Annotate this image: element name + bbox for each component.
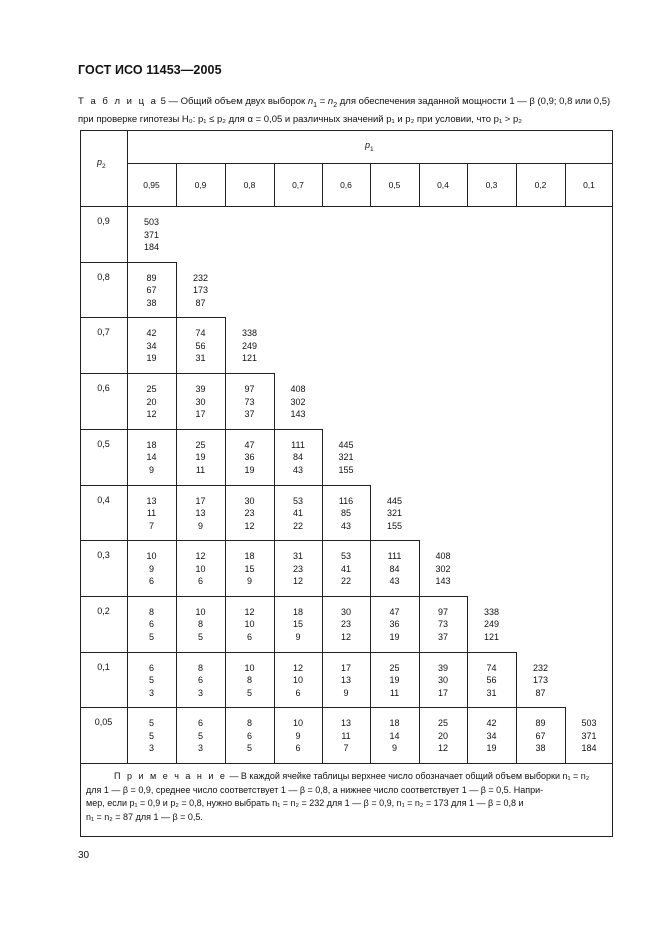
cell-value: 6: [197, 576, 203, 587]
cell-value: 31: [486, 687, 497, 698]
column-header: 0,2: [534, 180, 547, 190]
table-cell: [225, 495, 274, 533]
cell-value: 15: [292, 619, 303, 630]
note-line-2: для 1 — β = 0,9, среднее число соответствует 1 — β = 0,8, а нижнее число соответствует 1 — β = 0,5. Напри-: [86, 784, 544, 795]
cell-value: 19: [146, 353, 157, 364]
note-label: П р и м е ч а н и е: [114, 771, 227, 781]
cell-value: 97: [437, 606, 448, 617]
table-cell: [225, 327, 274, 365]
cell-value: 5: [148, 718, 154, 729]
table-cell: [127, 272, 176, 310]
table-cell: [322, 439, 370, 477]
table-cell: [322, 495, 370, 533]
header-column-divider: [516, 163, 517, 206]
cell-value: 84: [389, 563, 400, 574]
cell-value: 87: [535, 687, 546, 698]
row-label: 0,9: [97, 216, 110, 226]
cell-value: 39: [437, 662, 448, 673]
cell-value: 10: [244, 662, 255, 673]
note-line-1: — В каждой ячейке таблицы верхнее число обозначает общий объем выборки n₁ = n₂: [226, 771, 590, 781]
column-header: 0,5: [388, 180, 401, 190]
cell-value: 7: [343, 743, 349, 754]
caption-line-1: [78, 95, 618, 113]
cell-value: 10: [244, 619, 255, 630]
cell-value: 22: [292, 520, 303, 531]
cell-value: 9: [343, 687, 349, 698]
column-header: 0,7: [292, 180, 304, 190]
cell-value: 408: [290, 384, 306, 395]
row-divider-line: [80, 373, 274, 374]
table-cell: [127, 383, 176, 421]
caption-line-2: при проверке гипотезы H₀: p₁ ≤ p₂ для α = 0,05 и различных значений p₁ и p₂ при условии, что p₁ > p₂: [78, 113, 522, 125]
cell-value: 47: [389, 606, 400, 617]
cell-value: 249: [241, 340, 258, 351]
cell-value: 25: [389, 662, 400, 673]
cell-value: 89: [535, 718, 546, 729]
cell-value: 371: [581, 730, 597, 741]
cell-value: 10: [292, 675, 303, 686]
cell-value: 116: [338, 495, 354, 506]
cell-value: 74: [486, 662, 497, 673]
column-header: 0,8: [243, 180, 256, 190]
cell-value: 9: [295, 730, 301, 741]
page-number: 30: [78, 850, 90, 861]
cell-value: 111: [291, 439, 305, 450]
cell-value: 17: [195, 409, 206, 420]
caption-n2: n: [327, 96, 334, 107]
cell-value: 22: [340, 576, 351, 587]
table-cell: [274, 717, 322, 755]
table-cell: [419, 606, 467, 644]
cell-value: 12: [195, 551, 206, 562]
header-column-divider: [322, 163, 323, 206]
cell-value: 97: [244, 384, 255, 395]
table-note: [86, 770, 608, 824]
table-cell: [370, 717, 419, 755]
table-cell: [127, 327, 176, 365]
cell-value: 10: [292, 718, 303, 729]
cell-value: 5: [148, 730, 154, 741]
cell-value: 3: [197, 743, 203, 754]
cell-value: 18: [244, 551, 255, 562]
cell-value: 73: [437, 619, 448, 630]
cell-value: 10: [195, 563, 206, 574]
cell-value: 25: [146, 384, 157, 395]
table-cell: [176, 272, 225, 310]
header-column-divider: [370, 163, 371, 206]
table-cell: [419, 717, 467, 755]
cell-value: 121: [241, 353, 258, 364]
column-header: 0,4: [437, 180, 449, 190]
table-cell: [274, 383, 322, 421]
cell-value: 12: [437, 743, 448, 754]
caption-text-a: — Общий объем двух выборок: [165, 96, 308, 107]
cell-value: 19: [244, 464, 255, 475]
cell-value: 19: [486, 743, 497, 754]
cell-value: 19: [389, 631, 400, 642]
table-cell: [127, 439, 176, 477]
cell-value: 37: [244, 409, 255, 420]
cell-value: 53: [340, 551, 351, 562]
cell-value: 14: [389, 730, 400, 741]
row-label: 0,6: [97, 383, 110, 394]
table-cell: [516, 662, 565, 700]
table-cell: [176, 717, 225, 755]
cell-value: 12: [340, 631, 351, 642]
cell-value: 13: [340, 675, 351, 686]
table-cell: [322, 606, 370, 644]
header-column-divider: [176, 163, 177, 206]
cell-value: 8: [246, 718, 252, 729]
cell-value: 111: [387, 551, 402, 562]
cell-value: 17: [340, 662, 351, 673]
header-column-divider: [467, 163, 468, 206]
cell-value: 20: [146, 396, 157, 407]
table-cell: [274, 439, 322, 477]
cell-value: 85: [340, 508, 351, 518]
table-cell: [322, 662, 370, 700]
cell-value: 232: [192, 272, 209, 283]
cell-value: 184: [143, 242, 160, 252]
cell-value: 445: [338, 439, 354, 450]
row-label: 0,4: [97, 494, 110, 505]
header-bottom-line: [80, 206, 613, 207]
row-divider-line: [80, 652, 516, 653]
row-divider-line: [80, 262, 176, 263]
cell-value: 11: [389, 687, 400, 698]
cell-value: 89: [146, 272, 157, 283]
cell-value: 30: [244, 495, 255, 506]
table-cell: [225, 606, 274, 644]
row-divider-line: [80, 540, 419, 541]
row-label: 0,2: [97, 605, 110, 616]
row-divider-line: [80, 317, 225, 318]
row-label: 0,1: [97, 661, 110, 672]
table-cell: [370, 606, 419, 644]
table-cell: [127, 662, 176, 700]
cell-value: 18: [389, 718, 400, 729]
cell-value: 56: [195, 340, 206, 351]
cell-value: 5: [148, 675, 154, 686]
cell-value: 445: [386, 495, 403, 506]
row-label: 0,5: [97, 438, 110, 449]
cell-value: 6: [148, 662, 154, 673]
cell-value: 73: [244, 396, 255, 407]
cell-value: 17: [195, 495, 206, 506]
cell-value: 408: [435, 551, 451, 562]
table-cell: [176, 439, 225, 477]
cell-value: 84: [292, 452, 303, 463]
cell-value: 5: [197, 631, 203, 642]
row-label: 0,3: [97, 550, 110, 561]
cell-value: 18: [292, 606, 303, 617]
cell-value: 43: [389, 576, 400, 587]
cell-value: 36: [389, 619, 400, 630]
cell-value: 34: [486, 730, 497, 741]
cell-value: 155: [338, 464, 354, 475]
table-cell: [565, 717, 613, 755]
row-label: 0,8: [97, 271, 110, 282]
table-cell: [176, 662, 225, 700]
table-cell: [467, 606, 516, 644]
row-label: 0,05: [94, 717, 113, 728]
cell-value: 31: [292, 551, 303, 562]
row-divider-line: [80, 485, 370, 486]
table-cell: [127, 216, 176, 254]
cell-value: 19: [195, 452, 206, 463]
cell-value: 3: [148, 687, 154, 698]
row-divider-line: [80, 707, 565, 708]
cell-value: 9: [197, 520, 203, 531]
cell-value: 30: [340, 606, 351, 617]
cell-value: 13: [146, 495, 157, 506]
cell-value: 67: [535, 730, 546, 741]
cell-value: 43: [292, 464, 303, 475]
cell-value: 30: [195, 396, 206, 407]
table-cell: [176, 495, 225, 533]
cell-value: 12: [146, 409, 157, 420]
cell-value: 15: [244, 563, 255, 574]
cell-value: 5: [148, 631, 154, 642]
cell-value: 232: [532, 662, 549, 673]
caption-table-number: 5: [160, 96, 166, 107]
cell-value: 11: [195, 464, 206, 475]
cell-value: 5: [197, 730, 203, 741]
cell-value: 9: [148, 563, 154, 574]
table-cell: [176, 606, 225, 644]
table-caption: [78, 95, 618, 127]
column-header: 0,3: [485, 180, 498, 190]
cell-value: 30: [437, 675, 448, 686]
cell-value: 11: [146, 508, 157, 518]
cell-value: 23: [244, 508, 255, 518]
cell-value: 121: [483, 631, 500, 642]
cell-value: 13: [195, 508, 206, 518]
cell-value: 42: [486, 718, 497, 729]
p2-header: $p_2$: [97, 157, 106, 170]
table-cell: [516, 717, 565, 755]
column-header: 0,95: [143, 180, 160, 190]
cell-value: 10: [195, 606, 206, 617]
row-label: 0,7: [97, 327, 110, 338]
note-line-3: мер, если p₁ = 0,9 и p₂ = 0,8, нужно выбрать n₁ = n₂ = 232 для 1 — β = 0,9, n₁ = n₂ = 173 для 1 — β = 0,8 и: [86, 798, 524, 808]
table-cell: [127, 606, 176, 644]
cell-value: 249: [483, 619, 500, 630]
table-cell: [419, 550, 467, 588]
cell-value: 6: [148, 576, 154, 587]
table-cell: [322, 550, 370, 588]
cell-value: 6: [197, 718, 203, 729]
table-cell: [127, 717, 176, 755]
caption-n1: n: [307, 96, 314, 107]
cell-value: 5: [246, 687, 252, 698]
cell-value: 143: [290, 409, 306, 420]
cell-value: 38: [146, 297, 157, 308]
column-header: 0,1: [583, 180, 595, 190]
cell-value: 9: [295, 631, 301, 642]
cell-value: 25: [195, 439, 206, 450]
cell-value: 20: [437, 730, 448, 741]
cell-value: 12: [292, 662, 303, 673]
cell-value: 173: [532, 675, 549, 686]
table-cell: [274, 662, 322, 700]
caption-table-label: Т а б л и ц а: [78, 96, 158, 107]
header-column-divider: [274, 163, 275, 206]
table-cell: [467, 662, 516, 700]
cell-value: 23: [340, 619, 351, 630]
caption-eq: =: [317, 96, 328, 107]
table-cell: [176, 327, 225, 365]
cell-value: 31: [195, 353, 206, 364]
cell-value: 155: [386, 520, 403, 531]
column-header: 0,6: [340, 180, 352, 190]
cell-value: 6: [148, 619, 154, 630]
cell-value: 34: [146, 340, 157, 351]
cell-value: 8: [148, 606, 154, 617]
cell-value: 338: [241, 328, 258, 339]
cell-value: 8: [197, 662, 203, 673]
table-cell: [274, 550, 322, 588]
cell-value: 7: [148, 520, 154, 531]
cell-value: 9: [148, 464, 154, 475]
cell-value: 18: [146, 439, 157, 450]
table-cell: [370, 550, 419, 588]
body-bottom-line: [80, 763, 613, 764]
cell-value: 302: [290, 396, 306, 407]
row-divider-line: [80, 596, 467, 597]
cell-value: 43: [340, 520, 351, 531]
table-cell: [467, 717, 516, 755]
cell-value: 3: [148, 743, 154, 754]
cell-value: 42: [146, 328, 157, 339]
cell-value: 143: [435, 576, 451, 587]
header-column-divider: [419, 163, 420, 206]
table-cell: [274, 606, 322, 644]
table-cell: [127, 550, 176, 588]
cell-value: 67: [146, 285, 157, 296]
cell-value: 371: [143, 229, 160, 240]
cell-value: 14: [146, 452, 157, 463]
cell-value: 87: [195, 297, 206, 308]
cell-value: 47: [244, 439, 255, 450]
table-cell: [225, 662, 274, 700]
table-cell: [176, 550, 225, 588]
cell-value: 8: [197, 619, 203, 630]
cell-value: 74: [195, 328, 206, 339]
table-cell: [370, 662, 419, 700]
cell-value: 38: [535, 743, 546, 754]
header-column-divider: [565, 163, 566, 206]
cell-value: 6: [197, 675, 203, 686]
p1-header: $p_1$: [365, 140, 374, 153]
cell-value: 10: [146, 551, 157, 562]
cell-value: 13: [340, 718, 351, 729]
table-cell: [225, 717, 274, 755]
cell-value: 321: [386, 508, 403, 518]
table-cell: [225, 383, 274, 421]
cell-value: 23: [292, 563, 303, 574]
cell-value: 11: [341, 730, 351, 741]
document-title: ГОСТ ИСО 11453—2005: [78, 63, 222, 77]
note-line-4: n₁ = n₂ = 87 для 1 — β = 0,5.: [86, 811, 203, 822]
cell-value: 6: [295, 743, 301, 754]
cell-value: 9: [391, 743, 397, 754]
row-divider-line: [80, 429, 322, 430]
table-cell: [127, 495, 176, 533]
caption-n2-sub: 2: [333, 101, 338, 109]
cell-value: 19: [389, 675, 400, 686]
cell-value: 25: [437, 718, 448, 729]
table-cell: [274, 495, 322, 533]
table-cell: [176, 383, 225, 421]
cell-value: 36: [244, 452, 255, 463]
cell-value: 173: [192, 285, 209, 296]
cell-value: 17: [437, 687, 448, 698]
cell-value: 56: [486, 675, 497, 686]
cell-value: 41: [292, 508, 303, 518]
column-header: 0,9: [194, 180, 207, 190]
caption-text-b: для обеспечения заданной мощности 1 — β (0,9; 0,8 или 0,5): [337, 96, 611, 107]
cell-value: 12: [244, 606, 255, 617]
cell-value: 503: [143, 217, 160, 227]
cell-value: 321: [338, 452, 354, 463]
cell-value: 6: [246, 730, 252, 741]
table-cell: [370, 495, 419, 533]
cell-value: 503: [581, 718, 597, 729]
cell-value: 41: [340, 563, 351, 574]
caption-n1-sub: 1: [313, 101, 318, 109]
cell-value: 5: [246, 743, 252, 754]
table-cell: [419, 662, 467, 700]
cell-value: 6: [246, 631, 252, 642]
cell-value: 39: [195, 384, 206, 395]
table-cell: [225, 439, 274, 477]
table-cell: [322, 717, 370, 755]
cell-value: 9: [246, 576, 252, 587]
cell-value: 6: [295, 687, 301, 698]
cell-value: 53: [292, 495, 303, 506]
cell-value: 338: [483, 606, 500, 617]
header-column-divider: [225, 163, 226, 206]
cell-value: 302: [435, 563, 451, 574]
cell-value: 184: [581, 743, 597, 754]
table-cell: [225, 550, 274, 588]
cell-value: 37: [437, 631, 448, 642]
cell-value: 12: [292, 576, 303, 587]
cell-value: 12: [244, 520, 255, 531]
cell-value: 3: [197, 687, 203, 698]
cell-value: 8: [246, 675, 252, 686]
